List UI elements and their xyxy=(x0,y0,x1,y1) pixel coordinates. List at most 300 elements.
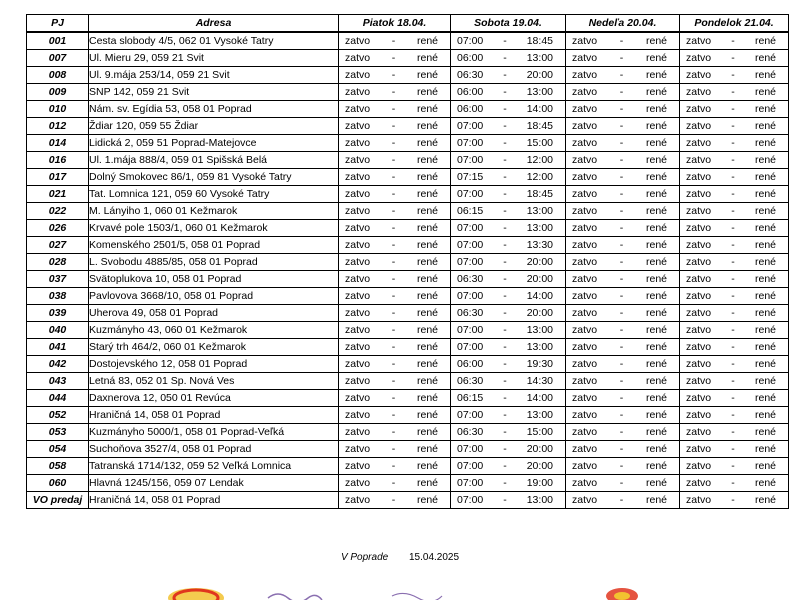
hours-sep: - xyxy=(503,52,507,64)
row-address: Dostojevského 12, 058 01 Poprad xyxy=(89,356,339,373)
row-address: Pavlovova 3668/10, 058 01 Poprad xyxy=(89,288,339,305)
hours-open: 06:15 xyxy=(457,205,484,217)
hours-close: 18:45 xyxy=(526,120,553,132)
table-row xyxy=(27,254,789,271)
hours-open: zatvo xyxy=(572,341,598,353)
hours-close: rené xyxy=(754,256,776,268)
row-address: Letná 83, 052 01 Sp. Nová Ves xyxy=(89,373,339,390)
row-day-hours xyxy=(680,254,789,271)
row-day-hours xyxy=(566,135,680,152)
table-row xyxy=(27,322,789,339)
row-pj: 001 xyxy=(27,32,89,50)
hours-sep: - xyxy=(503,341,507,353)
hours-sep: - xyxy=(391,358,396,370)
hours-open: 07:00 xyxy=(457,256,484,268)
row-day-hours xyxy=(680,322,789,339)
hours-sep: - xyxy=(391,137,396,149)
footer-date: 15.04.2025 xyxy=(408,552,460,563)
row-address: Ul. 1.mája 888/4, 059 01 Spišská Belá xyxy=(89,152,339,169)
header-address: Adresa xyxy=(89,15,339,33)
hours-open: zatvo xyxy=(572,307,598,319)
row-day-hours xyxy=(339,492,451,509)
hours-sep: - xyxy=(731,52,735,64)
table-row xyxy=(27,407,789,424)
row-day-hours xyxy=(451,32,566,50)
row-day-hours xyxy=(680,101,789,118)
hours-sep: - xyxy=(731,103,735,115)
hours-sep: - xyxy=(503,273,507,285)
hours-sep: - xyxy=(503,86,507,98)
hours-open: zatvo xyxy=(345,69,371,81)
hours-open: 07:00 xyxy=(457,188,484,200)
hours-open: zatvo xyxy=(572,358,598,370)
row-day-hours xyxy=(566,305,680,322)
hours-sep: - xyxy=(503,460,507,472)
hours-open: zatvo xyxy=(686,69,712,81)
hours-close: rené xyxy=(416,239,438,251)
hours-open: 06:30 xyxy=(457,307,484,319)
table-row xyxy=(27,50,789,67)
hours-sep: - xyxy=(503,35,507,47)
header-day-friday: Piatok 18.04. xyxy=(339,15,451,33)
row-pj: 027 xyxy=(27,237,89,254)
hours-close: rené xyxy=(416,120,438,132)
hours-close: rené xyxy=(754,273,776,285)
hours-open: zatvo xyxy=(572,256,598,268)
hours-close: 13:00 xyxy=(526,341,553,353)
hours-open: zatvo xyxy=(345,477,371,489)
hours-sep: - xyxy=(619,120,624,132)
hours-sep: - xyxy=(731,137,735,149)
row-address: L. Svobodu 4885/85, 058 01 Poprad xyxy=(89,254,339,271)
row-day-hours xyxy=(680,458,789,475)
row-address: Komenského 2501/5, 058 01 Poprad xyxy=(89,237,339,254)
hours-sep: - xyxy=(391,324,396,336)
hours-close: rené xyxy=(645,171,667,183)
hours-open: zatvo xyxy=(686,188,712,200)
row-day-hours xyxy=(566,271,680,288)
hours-open: zatvo xyxy=(686,409,712,421)
hours-open: zatvo xyxy=(686,443,712,455)
hours-close: rené xyxy=(645,392,667,404)
hours-sep: - xyxy=(391,409,396,421)
hours-close: rené xyxy=(416,256,438,268)
row-day-hours xyxy=(451,203,566,220)
hours-sep: - xyxy=(619,256,624,268)
row-day-hours xyxy=(451,305,566,322)
hours-open: zatvo xyxy=(686,205,712,217)
hours-open: 06:00 xyxy=(457,52,484,64)
hours-sep: - xyxy=(391,154,396,166)
hours-close: rené xyxy=(416,477,438,489)
hours-sep: - xyxy=(731,86,735,98)
hours-close: rené xyxy=(754,307,776,319)
hours-sep: - xyxy=(503,188,507,200)
hours-sep: - xyxy=(619,137,624,149)
row-day-hours xyxy=(451,152,566,169)
row-address: Cesta slobody 4/5, 062 01 Vysoké Tatry xyxy=(89,32,339,50)
row-day-hours xyxy=(680,339,789,356)
row-address: Starý trh 464/2, 060 01 Kežmarok xyxy=(89,339,339,356)
hours-open: 07:00 xyxy=(457,154,484,166)
hours-sep: - xyxy=(503,69,507,81)
hours-open: 07:00 xyxy=(457,137,484,149)
hours-open: zatvo xyxy=(686,171,712,183)
hours-close: rené xyxy=(416,426,438,438)
hours-open: zatvo xyxy=(572,86,598,98)
row-day-hours xyxy=(339,407,451,424)
hours-close: rené xyxy=(754,137,776,149)
row-day-hours xyxy=(339,101,451,118)
hours-close: 13:00 xyxy=(526,222,553,234)
hours-sep: - xyxy=(391,375,396,387)
hours-open: 07:00 xyxy=(457,460,484,472)
hours-sep: - xyxy=(731,256,735,268)
hours-open: zatvo xyxy=(572,69,598,81)
row-day-hours xyxy=(566,169,680,186)
hours-close: rené xyxy=(416,188,438,200)
hours-sep: - xyxy=(731,426,735,438)
table-row xyxy=(27,135,789,152)
table-row xyxy=(27,169,789,186)
hours-sep: - xyxy=(391,494,396,506)
row-pj: 058 xyxy=(27,458,89,475)
hours-sep: - xyxy=(503,290,507,302)
hours-sep: - xyxy=(503,443,507,455)
hours-close: rené xyxy=(645,290,667,302)
hours-close: rené xyxy=(645,222,667,234)
table-row xyxy=(27,492,789,509)
hours-close: 20:00 xyxy=(526,443,553,455)
hours-close: 13:00 xyxy=(526,52,553,64)
hours-open: zatvo xyxy=(686,273,712,285)
row-day-hours xyxy=(339,339,451,356)
hours-sep: - xyxy=(731,154,735,166)
signature-stroke-2 xyxy=(392,593,442,600)
hours-open: zatvo xyxy=(686,256,712,268)
hours-open: zatvo xyxy=(345,341,371,353)
table-row xyxy=(27,84,789,101)
hours-sep: - xyxy=(731,222,735,234)
hours-sep: - xyxy=(619,290,624,302)
hours-sep: - xyxy=(619,103,624,115)
table-row xyxy=(27,237,789,254)
header-pj: PJ xyxy=(27,15,89,33)
row-day-hours xyxy=(451,373,566,390)
table-row xyxy=(27,152,789,169)
hours-close: rené xyxy=(416,341,438,353)
row-day-hours xyxy=(680,32,789,50)
row-day-hours xyxy=(680,407,789,424)
row-address: M. Lányiho 1, 060 01 Kežmarok xyxy=(89,203,339,220)
hours-close: rené xyxy=(416,137,438,149)
row-pj: 016 xyxy=(27,152,89,169)
hours-close: rené xyxy=(416,69,438,81)
row-day-hours xyxy=(451,135,566,152)
hours-close: 20:00 xyxy=(526,460,553,472)
row-day-hours xyxy=(680,186,789,203)
hours-sep: - xyxy=(391,171,396,183)
row-day-hours xyxy=(680,203,789,220)
hours-close: rené xyxy=(754,154,776,166)
row-day-hours xyxy=(566,186,680,203)
hours-open: zatvo xyxy=(572,103,598,115)
row-day-hours xyxy=(339,118,451,135)
hours-sep: - xyxy=(503,307,507,319)
hours-sep: - xyxy=(731,392,735,404)
stamp-and-signature xyxy=(0,586,800,600)
row-day-hours xyxy=(680,373,789,390)
hours-sep: - xyxy=(503,137,507,149)
hours-open: zatvo xyxy=(686,460,712,472)
hours-sep: - xyxy=(731,460,735,472)
stamp-graphic xyxy=(0,586,800,600)
hours-close: 12:00 xyxy=(526,171,553,183)
row-day-hours xyxy=(566,441,680,458)
hours-close: rené xyxy=(754,103,776,115)
hours-close: rené xyxy=(416,222,438,234)
row-day-hours xyxy=(566,152,680,169)
row-day-hours xyxy=(339,67,451,84)
row-day-hours xyxy=(566,458,680,475)
row-day-hours xyxy=(451,339,566,356)
table-row xyxy=(27,67,789,84)
row-day-hours xyxy=(566,322,680,339)
row-day-hours xyxy=(680,237,789,254)
hours-open: 07:00 xyxy=(457,324,484,336)
hours-sep: - xyxy=(503,103,507,115)
row-pj: 039 xyxy=(27,305,89,322)
row-pj: 044 xyxy=(27,390,89,407)
row-address: Hraničná 14, 058 01 Poprad xyxy=(89,492,339,509)
header-day-sunday: Nedeľa 20.04. xyxy=(566,15,680,33)
row-address: Uherova 49, 058 01 Poprad xyxy=(89,305,339,322)
hours-sep: - xyxy=(503,392,507,404)
row-day-hours xyxy=(566,390,680,407)
hours-sep: - xyxy=(619,307,624,319)
hours-open: zatvo xyxy=(345,137,371,149)
hours-close: rené xyxy=(416,358,438,370)
hours-open: zatvo xyxy=(345,52,371,64)
hours-open: zatvo xyxy=(572,392,598,404)
row-day-hours xyxy=(451,390,566,407)
hours-close: rené xyxy=(645,307,667,319)
row-pj: 007 xyxy=(27,50,89,67)
hours-sep: - xyxy=(391,460,396,472)
row-pj: 009 xyxy=(27,84,89,101)
hours-close: rené xyxy=(645,477,667,489)
hours-sep: - xyxy=(503,324,507,336)
hours-open: zatvo xyxy=(345,86,371,98)
row-pj: 040 xyxy=(27,322,89,339)
row-address: Ždiar 120, 059 55 Ždiar xyxy=(89,118,339,135)
hours-sep: - xyxy=(619,52,624,64)
hours-close: rené xyxy=(416,154,438,166)
hours-close: 20:00 xyxy=(526,256,553,268)
hours-open: zatvo xyxy=(345,324,371,336)
hours-close: 20:00 xyxy=(526,69,553,81)
hours-close: rené xyxy=(754,290,776,302)
hours-sep: - xyxy=(391,103,396,115)
row-day-hours xyxy=(680,390,789,407)
hours-open: 07:00 xyxy=(457,290,484,302)
hours-open: zatvo xyxy=(572,154,598,166)
row-address: Suchoňova 3527/4, 058 01 Poprad xyxy=(89,441,339,458)
hours-open: zatvo xyxy=(572,494,598,506)
hours-open: zatvo xyxy=(686,290,712,302)
hours-open: zatvo xyxy=(686,86,712,98)
hours-sep: - xyxy=(391,273,396,285)
row-day-hours xyxy=(566,50,680,67)
hours-open: zatvo xyxy=(572,205,598,217)
hours-sep: - xyxy=(731,341,735,353)
hours-close: rené xyxy=(754,426,776,438)
hours-close: rené xyxy=(754,86,776,98)
hours-sep: - xyxy=(619,341,624,353)
hours-close: 14:30 xyxy=(526,375,553,387)
hours-close: rené xyxy=(416,171,438,183)
hours-sep: - xyxy=(731,375,735,387)
hours-close: 19:00 xyxy=(526,477,553,489)
hours-sep: - xyxy=(391,477,396,489)
hours-open: zatvo xyxy=(686,239,712,251)
hours-sep: - xyxy=(731,477,735,489)
table-row xyxy=(27,424,789,441)
hours-sep: - xyxy=(391,307,396,319)
hours-sep: - xyxy=(619,409,624,421)
row-day-hours xyxy=(339,203,451,220)
table-body xyxy=(27,32,789,509)
header-day-monday: Pondelok 21.04. xyxy=(680,15,789,33)
row-day-hours xyxy=(680,84,789,101)
row-address: Tatranská 1714/132, 059 52 Veľká Lomnica xyxy=(89,458,339,475)
row-pj: 041 xyxy=(27,339,89,356)
hours-open: zatvo xyxy=(686,341,712,353)
hours-close: rené xyxy=(645,205,667,217)
row-day-hours xyxy=(339,475,451,492)
row-day-hours xyxy=(680,288,789,305)
hours-open: zatvo xyxy=(345,103,371,115)
row-day-hours xyxy=(339,458,451,475)
row-day-hours xyxy=(339,322,451,339)
hours-sep: - xyxy=(503,477,507,489)
hours-sep: - xyxy=(731,290,735,302)
footer-place: V Poprade xyxy=(340,552,389,563)
hours-sep: - xyxy=(503,154,507,166)
hours-close: rené xyxy=(645,256,667,268)
hours-close: rené xyxy=(645,69,667,81)
hours-open: zatvo xyxy=(345,426,371,438)
row-pj: VO predaj xyxy=(27,492,89,509)
table-row xyxy=(27,458,789,475)
hours-sep: - xyxy=(731,69,735,81)
row-address: Svätoplukova 10, 058 01 Poprad xyxy=(89,271,339,288)
hours-open: 06:30 xyxy=(457,426,484,438)
row-day-hours xyxy=(451,288,566,305)
row-address: Lidická 2, 059 51 Poprad-Matejovce xyxy=(89,135,339,152)
hours-open: zatvo xyxy=(572,137,598,149)
table-row xyxy=(27,441,789,458)
row-pj: 043 xyxy=(27,373,89,390)
hours-sep: - xyxy=(391,205,396,217)
hours-open: zatvo xyxy=(686,154,712,166)
row-day-hours xyxy=(680,220,789,237)
hours-sep: - xyxy=(391,188,396,200)
row-address: Kuzmányho 43, 060 01 Kežmarok xyxy=(89,322,339,339)
hours-sep: - xyxy=(619,171,624,183)
hours-sep: - xyxy=(619,205,624,217)
hours-close: 13:00 xyxy=(526,409,553,421)
footer xyxy=(0,552,800,563)
row-pj: 010 xyxy=(27,101,89,118)
hours-sep: - xyxy=(391,120,396,132)
hours-open: zatvo xyxy=(686,477,712,489)
hours-close: rené xyxy=(754,69,776,81)
hours-close: rené xyxy=(754,188,776,200)
hours-close: rené xyxy=(754,324,776,336)
hours-open: zatvo xyxy=(572,477,598,489)
hours-close: 14:00 xyxy=(526,392,553,404)
hours-sep: - xyxy=(731,35,735,47)
hours-sep: - xyxy=(391,290,396,302)
hours-sep: - xyxy=(503,375,507,387)
hours-open: 06:00 xyxy=(457,103,484,115)
hours-close: rené xyxy=(416,307,438,319)
hours-sep: - xyxy=(619,392,624,404)
row-address: Daxnerova 12, 050 01 Revúca xyxy=(89,390,339,407)
row-day-hours xyxy=(339,441,451,458)
row-pj: 012 xyxy=(27,118,89,135)
hours-open: zatvo xyxy=(686,307,712,319)
hours-close: rené xyxy=(645,188,667,200)
hours-close: rené xyxy=(754,409,776,421)
table-row xyxy=(27,390,789,407)
row-day-hours xyxy=(566,407,680,424)
hours-close: rené xyxy=(645,52,667,64)
row-pj: 052 xyxy=(27,407,89,424)
hours-open: 07:00 xyxy=(457,239,484,251)
hours-open: zatvo xyxy=(572,52,598,64)
hours-close: 14:00 xyxy=(526,290,553,302)
hours-open: 06:15 xyxy=(457,392,484,404)
hours-sep: - xyxy=(619,477,624,489)
row-address: Nám. sv. Egídia 53, 058 01 Poprad xyxy=(89,101,339,118)
hours-open: zatvo xyxy=(572,443,598,455)
hours-open: zatvo xyxy=(686,426,712,438)
hours-open: 06:30 xyxy=(457,375,484,387)
hours-sep: - xyxy=(503,171,507,183)
row-pj: 028 xyxy=(27,254,89,271)
hours-close: rené xyxy=(416,205,438,217)
hours-close: rené xyxy=(416,324,438,336)
hours-open: zatvo xyxy=(345,171,371,183)
hours-open: zatvo xyxy=(345,188,371,200)
hours-sep: - xyxy=(619,375,624,387)
hours-close: rené xyxy=(754,460,776,472)
row-day-hours xyxy=(680,475,789,492)
hours-close: rené xyxy=(645,358,667,370)
hours-close: rené xyxy=(645,239,667,251)
hours-sep: - xyxy=(619,460,624,472)
hours-open: zatvo xyxy=(572,290,598,302)
hours-open: zatvo xyxy=(572,460,598,472)
hours-open: zatvo xyxy=(686,392,712,404)
hours-sep: - xyxy=(619,86,624,98)
hours-open: zatvo xyxy=(345,307,371,319)
hours-close: 13:00 xyxy=(526,205,553,217)
row-day-hours xyxy=(339,288,451,305)
hours-open: 07:15 xyxy=(457,171,484,183)
